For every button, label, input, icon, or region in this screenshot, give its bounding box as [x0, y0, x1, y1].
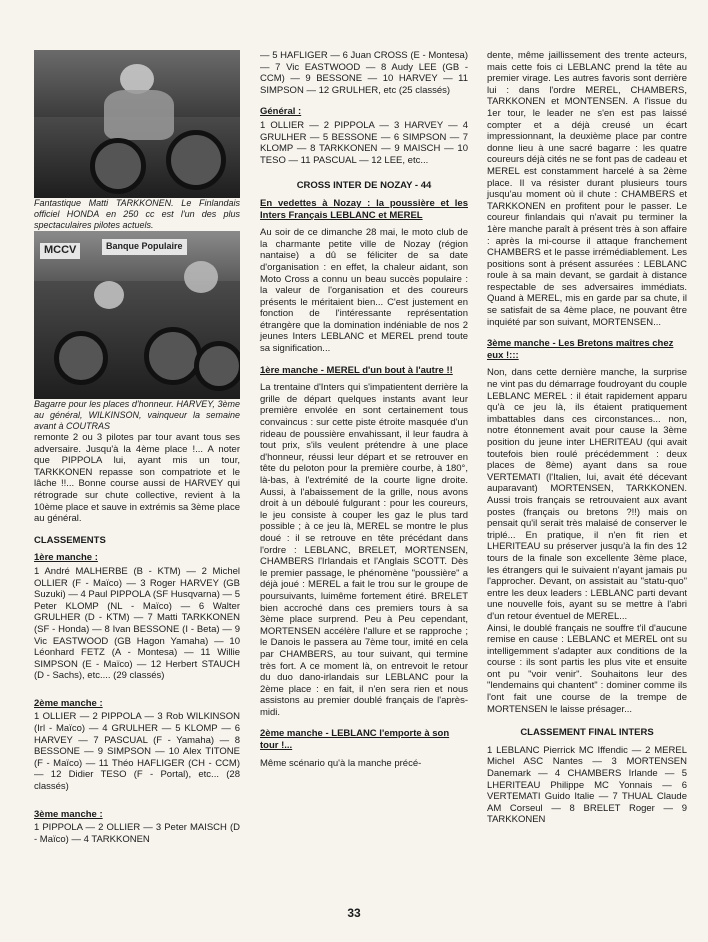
col3-manche2-cont: dente, même jaillissement des trente acteurs, mais cette fois ci LEBLANC prend la tête au premier virage. Les autres favoris sont derrière lui : dans l'ordre MEREL, CHAMBERS, TARKKONEN et MONTENSEN. A l'issue du 1er tour, le leader ne s'en est pas laissé compter et a déjà creusé un écart impressionnant, la deuxième place par contre donne lieu à une sacré bagarre : les quatre coureurs déjà cités ne se font pas de cadeau et MEREL est constamment harcelé à sa 2ème place. Il va résister durant plusieurs tours jusqu'au moment où il chute : CHAMBERS et TARKKONEN en profitent pour le passer. Le coureur finlandais qui n'avait pu terminer la 1ère manche paraît à présent très à son affaire : après la mi-course il attaque franchement CHAMBERS et le passe irrémédiablement. Les positions sont à présent assurées : LEBLANC roule à sa main devant, se gardait à distance respectable de ses adversaires immédiats. Quand à MEREL, mis en garde par sa chute, il se satisfait de sa 4ème place, ne pouvant être inquiété par son suivant, MORTENSEN...: [487, 50, 687, 328]
banner-mccv: MCCV: [40, 243, 80, 259]
nozay-manche1-title: 1ère manche - MEREL d'un bout à l'autre !!: [260, 364, 453, 376]
photo-caption-1: Fantastique Matti TARKKONEN. Le Finlandais officiel HONDA en 250 cc est l'un des plus spectaculaires pilotes actuels.: [34, 198, 240, 230]
page-number: 33: [347, 906, 361, 920]
general-title: Général :: [260, 106, 302, 118]
photo-harvey-wilkinson: [34, 231, 240, 399]
cross-nozay-title: CROSS INTER DE NOZAY - 44: [296, 180, 432, 192]
column-3: [487, 50, 687, 826]
manche1-results: 1 André MALHERBE (B - KTM) — 2 Michel OLLIER (F - Maïco) — 3 Roger HARVEY (GB Suzuki) — 4 Paul PIPPOLA (SF Husqvarna) — 5 Peter KLOMP (NL - Maïco) — 6 Walter GRULHER (D - KTM) — 7 Matti TARKKONEN (SF - Honda) — 8 Ivan BESSONE (I - Beta) — 9 Vic EASTWOOD (GB Hagon Yamaha) — 10 Léonhard FETZ (A - Montesa) — 11 Willie SIMPSON (E - Maïco) — 12 Herbert STAUCH (D - Sachs), etc.... (29 classés): [34, 565, 240, 682]
manche3-title: 3ème manche :: [34, 808, 103, 820]
col2-results-cont: — 5 HAFLIGER — 6 Juan CROSS (E - Montesa) — 7 Vic EASTWOOD — 8 Audy LEE (GB - CCM) — 9 BESSONE — 10 HARVEY — 11 SIMPSON — 12 GRULHER, etc (25 classés): [260, 50, 468, 96]
manche2-title: 2ème manche :: [34, 697, 103, 709]
banner-banque-populaire: Banque Populaire: [102, 239, 187, 255]
photo-tarkkonen: [34, 50, 240, 198]
classements-title: CLASSEMENTS: [34, 534, 106, 546]
manche2-results: 1 OLLIER — 2 PIPPOLA — 3 Rob WILKINSON (Irl - Maïco) — 4 GRULHER — 5 KLOMP — 6 HARVEY — 7 PASCUAL (F - Yamaha) — 8 BESSONE — 9 SIMPSON — 10 Alex TITONE (F - Maïco) — 11 Théo HAFLIGER (CH - CCM) — 12 Didier TESO (F - Portal), etc... (28 classés): [34, 711, 240, 793]
manche3-results: 1 PIPPOLA — 2 OLLIER — 3 Peter MAISCH (D - Maïco) — 4 TARKKONEN: [34, 822, 240, 845]
final-classement-text: 1 LEBLANC Pierrick MC Iffendic — 2 MEREL Michel ASC Nantes — 3 MORTENSEN Danemark — 4 CHAMBERS Irlande — 5 LHERITEAU Philippe MC Yonnais — 6 VERTEMATI Guido Italie — 7 THUAL Claude AM Corseul — 8 BRELET Roger — 9 TARKKONEN: [487, 744, 687, 826]
nozay-manche3-text: Non, dans cette dernière manche, la surprise ne vint pas du démarrage foudroyant du couple LEBLANC MEREL : il était rapidement apparu qu'à ce jeu là, ils étaient pratiquement imbattables dans ces circonstances... non, notre étonnement avait pour cause la 3ème position du jeune inter LHERITEAU (qui avait toutefois bien roulé précédemment : deux places de 8ème) ayant dans sa roue VERTEMATI (l'Italien, lui, avait été décevant auparavant) MORTENSEN, TARKKONEN. Aussi trois français se retrouvaient aux avant postes (français ou bretons ?!!) mais on pensait qu'il serait très malaisé de conserver le triplé... En pratique, il n'en fit rien et LHERITEAU su préserver jusqu'à la fin des 12 tours de la finale son excellente 3ème place, les étrangers qui le suivaient n'ayant jamais pu l'approcher. Devant, on assistait au "statu-quo" entre les deux leaders : LEBLANC parti devant une nouvelle fois, ayant su se mettre à l'abri d'un retour éventuel de MEREL...: [487, 367, 687, 622]
final-classement-title: CLASSEMENT FINAL INTERS: [520, 727, 654, 739]
nozay-manche2-title: 2ème manche - LEBLANC l'emporte à son tour !...: [260, 728, 450, 752]
nozay-manche2-text: Même scénario qu'à la manche précé-: [260, 757, 422, 769]
nozay-intro: Au soir de ce dimanche 28 mai, le moto club de la charmante petite ville de Nozay (région nantaise) a dû se féliciter de sa date d'organisation : en effet, la chaleur aidant, son Moto Cross a connu un beau succès populaire : la valeur de l'organisation et des coureurs présents le méritaient bien... C'est justement en fonction de l'intéressante représentation étrangère que la domination indéniable de nos 2 jeunes Inters LEBLANC et MEREL prend toute sa signification...: [260, 227, 468, 355]
column-2: [260, 50, 468, 769]
nozay-conclusion: Ainsi, le doublé français ne souffre t'il d'aucune remise en cause : LEBLANC et MEREL ont su intelligemment s'adapter aux conditions de la course : ils sont partis les plus vite et ensuite ont pu "voir venir". Souhaitons leur des "lendemains qui chantent" : dominer comme ils l'ont fait une course de la trempe de MORTENSEN le laisse présager...: [487, 622, 687, 715]
nozay-manche3-title: 3ème manche - Les Bretons maîtres chez eux !:::: [487, 338, 674, 361]
general-results: 1 OLLIER — 2 PIPPOLA — 3 HARVEY — 4 GRULHER — 5 BESSONE — 6 SIMPSON — 7 KLOMP — 8 TARKKONEN — 9 MAISCH — 10 TESO — 11 PASCUAL — 12 LEE, etc...: [260, 119, 468, 166]
photo-caption-2: Bagarre pour les places d'honneur. HARVEY, 3ème au général, WILKINSON, vainqueur la semaine avant à COUTRAS: [34, 399, 240, 431]
col1-paragraph: remonte 2 ou 3 pilotes par tour avant tous ses adversaire. Jusqu'à la 4ème place !... A noter que PIPPOLA lui, ayant mis un tour, TARKKONEN repasse son compatriote et le lâche !!... Bonne course aussi de HARVEY qui rétrograde sur chute collective, revient à la 10ème place et sauve in extrémis sa 3ème place au général.: [34, 432, 240, 525]
manche1-title: 1ère manche :: [34, 552, 98, 564]
nozay-manche1-text: La trentaine d'Inters qui s'impatientent derrière la grille de départ quelques instants avant leur première envolée en sont certainement tous convaincus : sur cette piste étroite masquée d'un rideau de poussière envahissant, il leur faudra à tout prix, s'ils veulent prétendre à une place d'honneur, réussi leur départ et se retrouver en tête du peloton pour la première courbe, à 180°, là-bas, à l'extrémité de la courte ligne droite. Aussi, à l'abaissement de la grille, nous avons droit à un déboulé fulgurant : pour les coureurs, le jeu consiste à couper les gaz le plus tard possible ; à ce jeu là, MEREL se montre le plus doué : il se retrouve en tête précédant dans l'ordre : LEBLANC, BRELET, MORTENSEN, CHAMBERS l'Irlandais et l'Anglais SCOTT. Dès le premier passage, le phénomène "poussière" a déjà joué : MEREL a fait le trou sur le groupe de poursuivants, luimême fortement étiré. BRELET bien accroché dans ces premiers tours à sa 3ème place surprend. Peu à Peu cependant, MORTENSEN accélère l'allure et se rapproche ; le Danois le passera au 7ème tour, imité en cela par CHAMBERS, au tour suivant, qui termine très fort. A ce moment là, on entrevoit le retour du duo dano-irlandais sur LEBLANC pour la 2ème place : en fait, il n'en sera rien et nous assistons au premier doublé français de l'après-midi.: [260, 382, 468, 718]
column-1: [34, 50, 240, 845]
cross-nozay-subtitle: En vedettes à Nozay : la poussière et les Inters Français LEBLANC et MEREL: [260, 197, 468, 221]
